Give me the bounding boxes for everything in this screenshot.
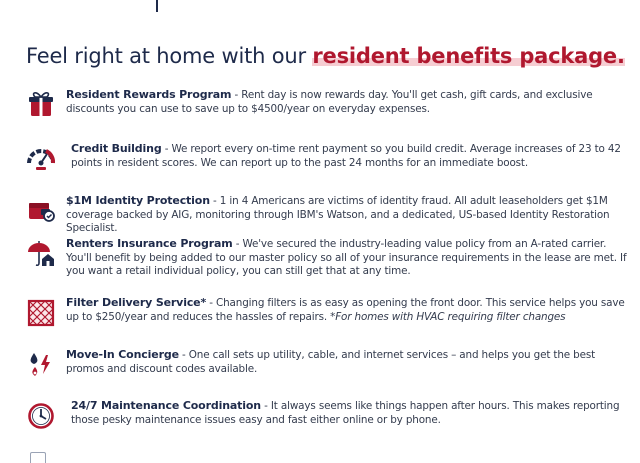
top-logo [26, 0, 158, 12]
benefit-title: 24/7 Maintenance Coordination [71, 399, 261, 412]
filter-icon [26, 298, 56, 328]
benefit-title: Resident Rewards Program [66, 88, 232, 101]
benefit-separator: - [260, 400, 271, 412]
benefit-separator: - [178, 349, 189, 361]
clock-icon [26, 400, 56, 430]
benefit-separator: - [209, 195, 220, 207]
benefit-title: Move-In Concierge [66, 348, 179, 361]
benefit-separator: - [232, 238, 243, 250]
credit-gauge-icon [26, 142, 56, 172]
benefit-separator: - [161, 143, 172, 155]
benefit-title: Filter Delivery Service* [66, 296, 207, 309]
benefit-title: Credit Building [71, 142, 162, 155]
partial-next-icon [30, 452, 46, 463]
benefit-description: 1 in 4 Americans are victims of identity fraud. All adult leaseholders get $1M coverage backed by AIG, monitoring through IBM's Watson, and a dedicated, US-based Identity Restoration Specialist. [66, 195, 610, 234]
benefit-title: $1M Identity Protection [66, 194, 210, 207]
benefit-separator: - [231, 89, 242, 101]
benefit-description: We report every on-time rent payment so you build credit. Average increases of 23 to 42 points in resident scores. We can report up to the past 24 months for an immediate boost. [71, 143, 621, 169]
benefit-separator: - [206, 297, 217, 309]
benefit-title: Renters Insurance Program [66, 237, 233, 250]
page-headline [26, 44, 625, 68]
utilities-icon [26, 350, 56, 380]
umbrella-house-icon [26, 239, 56, 269]
identity-wallet-icon [26, 195, 56, 225]
benefit-description: It always seems like things happen after hours. This makes reporting those pesky maintenance issues easy and fast either online or by phone. [71, 400, 620, 426]
headline-highlight: resident benefits package. [312, 44, 625, 68]
benefit-description: One call sets up utility, cable, and internet services – and helps you get the best promos and discount codes available. [66, 349, 596, 375]
benefit-description: Rent day is now rewards day. You'll get cash, gift cards, and exclusive discounts you can use to save up to $4500/year on everyday expenses. [66, 89, 593, 115]
benefit-description: We've secured the industry-leading value policy from an A-rated carrier. You'll benefit by being added to our master policy so all of your insurance requirements in the lease are met. If you want a retail individual policy, you can still get that at any time. [66, 238, 627, 277]
benefit-footnote: *For homes with HVAC requiring filter changes [330, 310, 566, 323]
benefit-description: Changing filters is as easy as opening the front door. This service helps you save up to $250/year and reduces the hassles of repairs. [66, 297, 625, 323]
headline-prefix: Feel right at home with our [26, 44, 313, 68]
gift-icon [26, 89, 56, 119]
